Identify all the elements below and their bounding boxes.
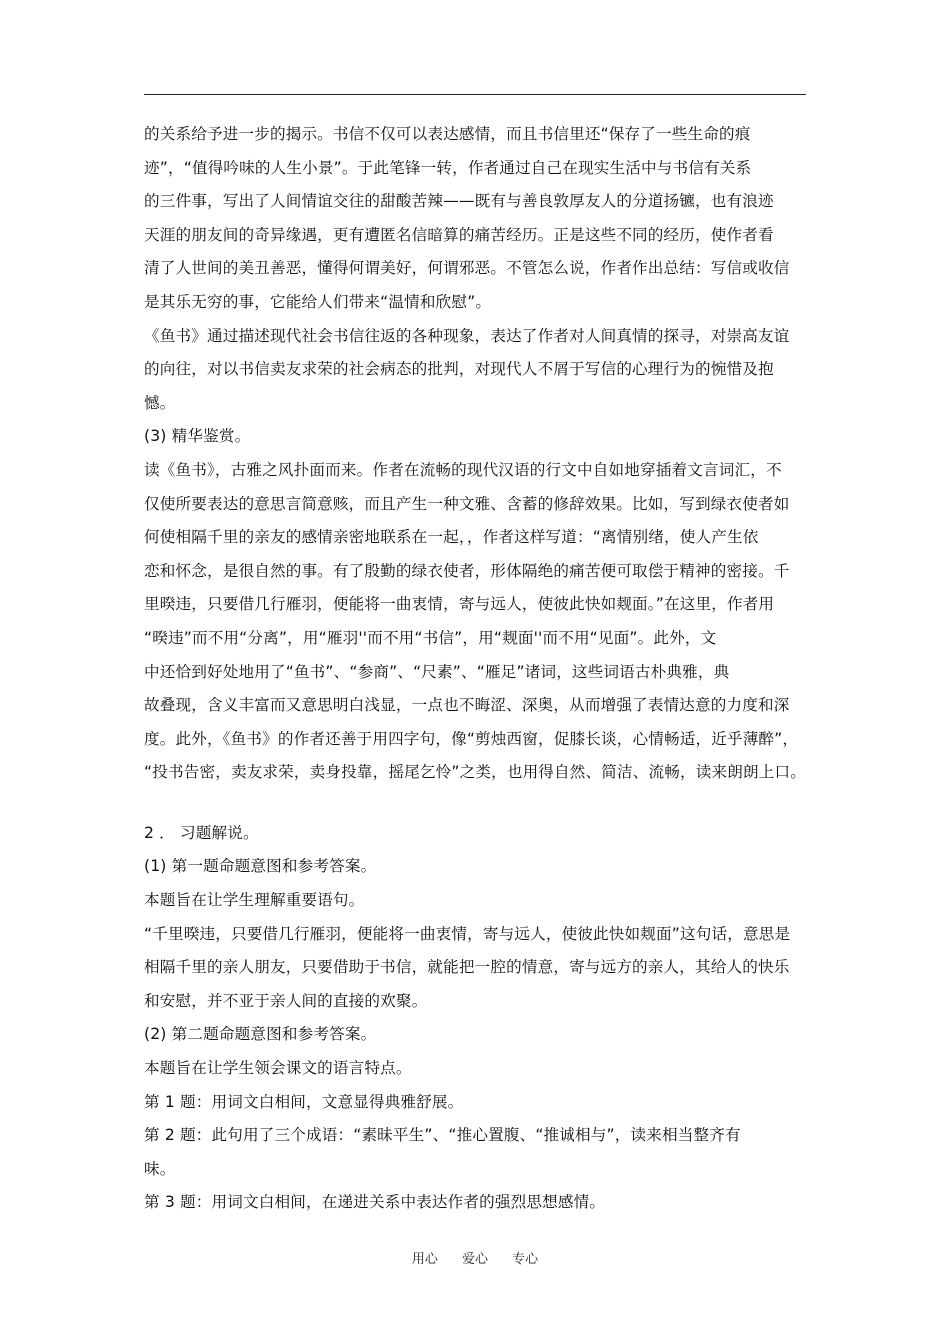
text-line: 第 3 题：用词文白相间，在递进关系中表达作者的强烈思想感情。 xyxy=(144,1193,606,1212)
text-line: 的三件事，写出了人间情谊交往的甜酸苦辣——既有与善良敦厚友人的分道扬镳，也有浪迹 xyxy=(144,192,774,211)
text-line: 本题旨在让学生领会课文的语言特点。 xyxy=(144,1059,412,1078)
text-line: “千里暌违，只要借几行雁羽，便能将一曲衷情，寄与远人，使彼此快如觌面”这句话，意思是 xyxy=(144,924,791,943)
text-line: 是其乐无穷的事，它能给人们带来“温情和欣慰”。 xyxy=(144,292,492,311)
subsection-heading: (2) 第二题命题意图和参考答案。 xyxy=(144,1025,377,1044)
subsection-heading: (1) 第一题命题意图和参考答案。 xyxy=(144,857,377,876)
text-line: 本题旨在让学生理解重要语句。 xyxy=(144,891,365,910)
footer-word: 用心 xyxy=(411,1252,438,1267)
text-line: 迹”，“值得吟味的人生小景”。于此笔锋一转，作者通过自己在现实生活中与书信有关系 xyxy=(144,158,752,177)
text-line: 第 1 题：用词文白相间，文意显得典雅舒展。 xyxy=(144,1092,464,1111)
text-line: 味。 xyxy=(144,1159,176,1178)
text-line: 天涯的朋友间的奇异缘遇，更有遭匿名信暗算的痛苦经历。正是这些不同的经历，使作者看 xyxy=(144,225,774,244)
text-line: 相隔千里的亲人朋友，只要借助于书信，就能把一腔的情意，寄与远方的亲人，其给人的快乐 xyxy=(144,958,790,977)
footer-word: 爱心 xyxy=(461,1252,488,1267)
header-rule xyxy=(144,94,806,95)
text-line: 读《鱼书》，古雅之风扑面而来。作者在流畅的现代汉语的行文中自如地穿插着文言词汇，不 xyxy=(144,460,782,479)
section-heading: (3) 精华鉴赏。 xyxy=(144,427,251,446)
text-line: 的关系给予进一步的揭示。书信不仅可以表达感情，而且书信里还“保存了一些生命的痕 xyxy=(144,125,751,143)
text-line: 中还恰到好处地用了“鱼书”、“参商”、“尺素”、“雁足”诸词，这些词语古朴典雅，典 xyxy=(144,662,730,681)
text-line: 仅使所要表达的意思言简意赅，而且产生一种文雅、含蓄的修辞效果。比如，写到绿衣使者如 xyxy=(144,494,790,513)
text-line: 恋和怀念，是很自然的事。有了殷勤的绿衣使者，形体隔绝的痛苦便可取偿于精神的密接。千 xyxy=(144,561,790,580)
page-footer xyxy=(0,1248,950,1267)
text-line: 和安慰，并不亚于亲人间的直接的欢聚。 xyxy=(144,991,428,1010)
page-body xyxy=(144,118,812,1220)
text-line: “暌违”而不用“分离”，用“雁羽''而不用“书信”，用“觌面''而不用“见面”。此外，文 xyxy=(144,628,717,647)
text-line: 憾。 xyxy=(144,393,176,412)
footer-word: 专心 xyxy=(512,1252,539,1267)
blank-line xyxy=(144,790,812,817)
text-line: 何使相隔千里的亲友的感情亲密地联系在一起，，作者这样写道：“离情别绪，使人产生依 xyxy=(144,528,759,547)
text-line: 度。此外，《鱼书》的作者还善于用四字句，像“剪烛西窗，促膝长谈，心情畅适，近乎薄醉”， xyxy=(144,729,799,748)
section-heading: 2 ． 习题解说。 xyxy=(144,823,259,842)
text-line: 的向往，对以书信卖友求荣的社会病态的批判，对现代人不屑于写信的心理行为的惋惜及抱 xyxy=(144,360,774,379)
text-line: 里暌违，只要借几行雁羽，便能将一曲衷情，寄与远人，使彼此快如觌面。”在这里，作者用 xyxy=(144,595,775,614)
text-line: 第 2 题：此句用了三个成语：“素昧平生”、“推心置腹、“推诚相与”，读来相当整齐有 xyxy=(144,1126,741,1145)
text-line: 故叠现，含义丰富而又意思明白浅显，一点也不晦涩、深奥，从而增强了表情达意的力度和深 xyxy=(144,696,790,715)
text-line: “投书告密，卖友求荣，卖身投靠，摇尾乞怜”之类，也用得自然、简洁、流畅，读来朗朗上口。 xyxy=(144,763,806,782)
text-line: 《鱼书》通过描述现代社会书信往返的各种现象，表达了作者对人间真情的探寻，对崇高友谊 xyxy=(144,326,790,345)
text-line: 清了人世间的美丑善恶，懂得何谓美好，何谓邪恶。不管怎么说，作者作出总结：写信或收信 xyxy=(144,259,790,278)
